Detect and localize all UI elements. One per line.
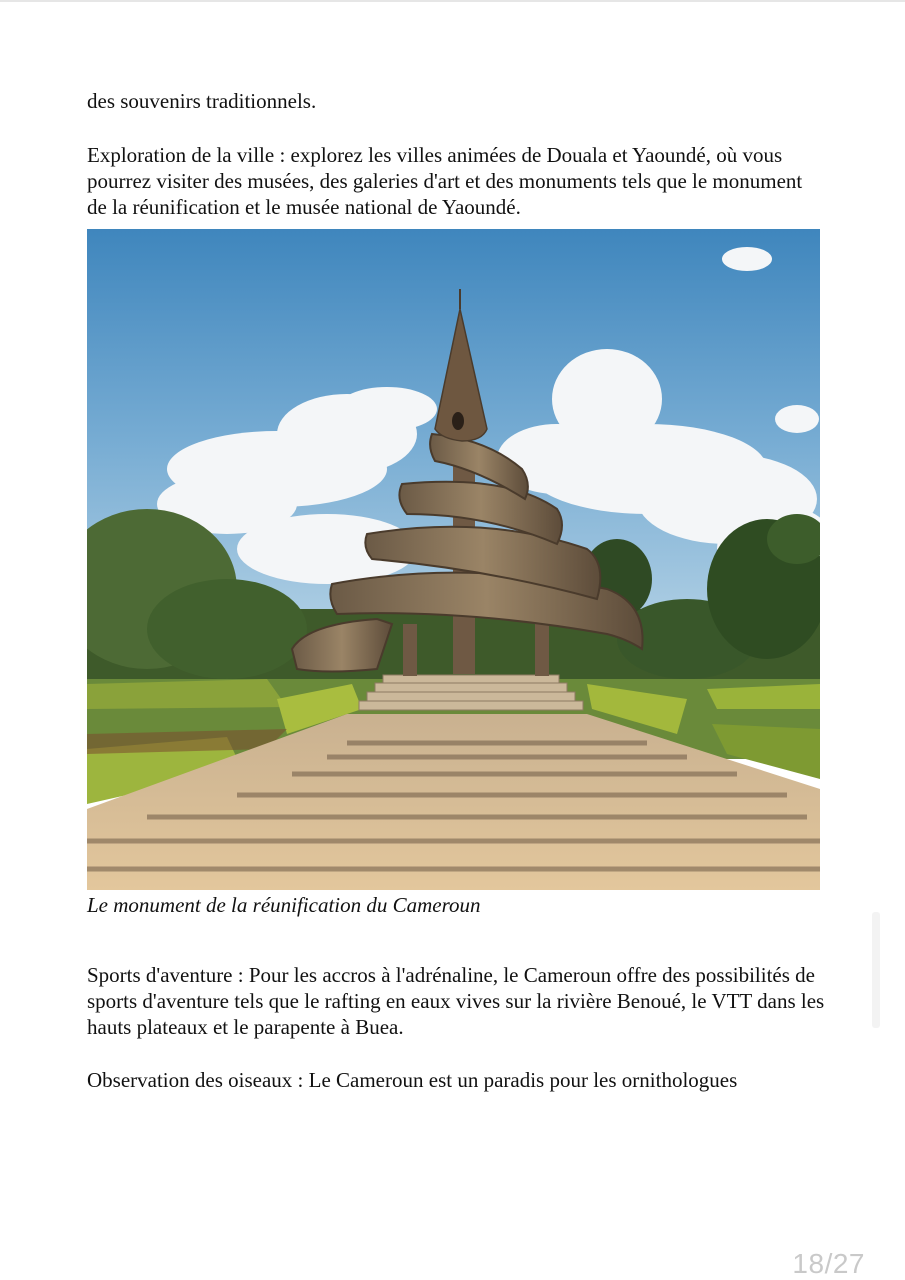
page-indicator: 18/27 [792, 1248, 865, 1279]
paragraph: Sports d'aventure : Pour les accros à l'adrénaline, le Cameroun offre des possibilités de sports d'aventure tels que le rafting en eaux vives sur la rivière Benoué, le VTT dans les hauts plateaux et le parapente à Buea. [87, 963, 825, 1039]
top-border [0, 0, 905, 2]
paragraph: Observation des oiseaux : Le Cameroun est un paradis pour les ornithologues [87, 1068, 738, 1092]
paragraph: Exploration de la ville : explorez les villes animées de Douala et Yaoundé, où vous pourrez visiter des musées, des galeries d'art et des monuments tels que le monument de la réunification et le musée national de Yaoundé. [87, 143, 803, 219]
figure-caption: Le monument de la réunification du Cameroun [87, 893, 481, 917]
reunification-monument-photo [87, 229, 820, 890]
scrollbar-thumb[interactable] [872, 912, 880, 1028]
paragraph: des souvenirs traditionnels. [87, 89, 317, 113]
